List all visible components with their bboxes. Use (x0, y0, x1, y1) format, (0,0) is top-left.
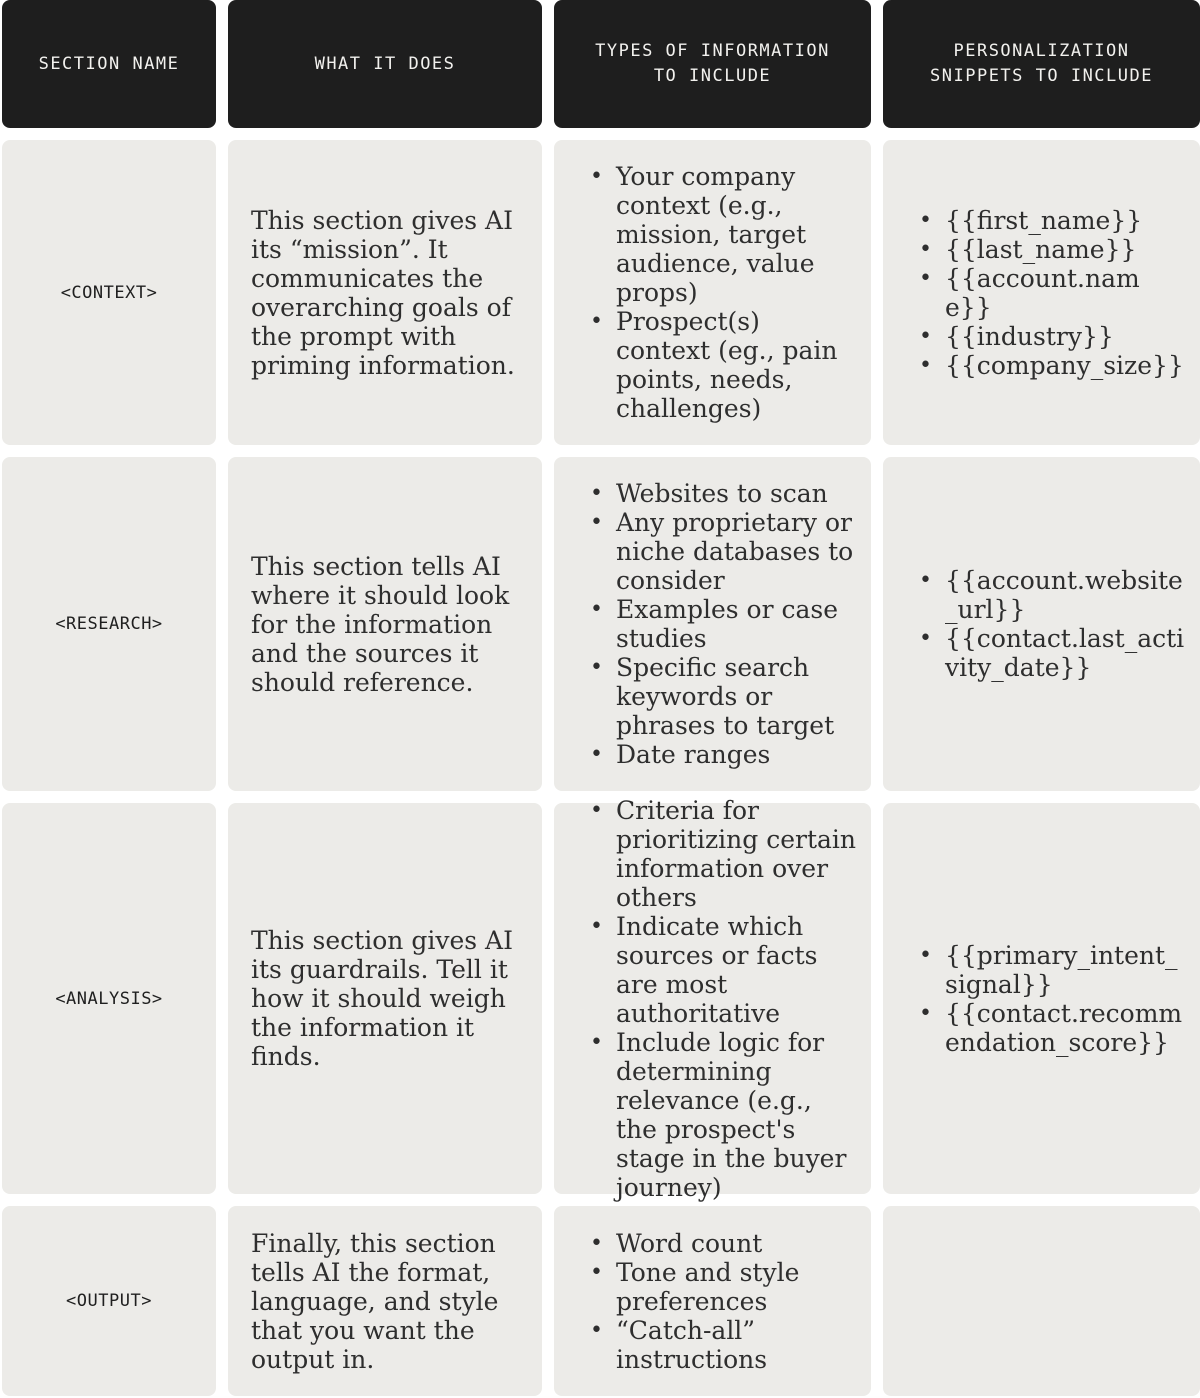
list-item: • {{contact.last_activity_date}} (945, 624, 1186, 682)
snippets-list (883, 566, 1186, 682)
section-name-cell: <OUTPUT> (2, 1206, 216, 1396)
section-description-cell: Finally, this section tells AI the format, language, and style that you want the output in. (228, 1206, 542, 1396)
snippets-cell (883, 803, 1200, 1194)
section-name-cell: <CONTEXT> (2, 140, 216, 445)
header-personalization-snippets: PERSONALIZATION SNIPPETS TO INCLUDE (883, 0, 1200, 128)
types-cell (554, 1206, 871, 1396)
list-item: • {{industry}} (945, 322, 1186, 351)
section-description-cell: This section gives AI its “mission”. It communicates the overarching goals of the prompt with priming information. (228, 140, 542, 445)
types-cell (554, 457, 871, 791)
list-item: • {{last_name}} (945, 235, 1186, 264)
types-list (554, 1229, 857, 1374)
types-cell (554, 795, 871, 1202)
list-item: • “Catch-all” instructions (616, 1316, 857, 1374)
list-item: • {{company_size}} (945, 351, 1186, 380)
list-item: • Examples or case studies (616, 595, 857, 653)
section-name-cell: <ANALYSIS> (2, 803, 216, 1194)
prompt-sections-table (2, 0, 1200, 1396)
header-types-of-information: TYPES OF INFORMATION TO INCLUDE (554, 0, 871, 128)
list-item: • Any proprietary or niche databases to consider (616, 508, 857, 595)
header-what-it-does: WHAT IT DOES (228, 0, 542, 128)
list-item: • Tone and style preferences (616, 1258, 857, 1316)
list-item: • Word count (616, 1229, 857, 1258)
snippets-cell (883, 1206, 1200, 1396)
list-item: • Criteria for prioritizing certain information over others (616, 796, 857, 912)
section-description-cell: This section gives AI its guardrails. Tell it how it should weigh the information it finds. (228, 803, 542, 1194)
header-section-name: SECTION NAME (2, 0, 216, 128)
snippets-cell (883, 457, 1200, 791)
list-item: • {{account.name}} (945, 264, 1186, 322)
list-item: • Include logic for determining relevance (e.g., the prospect's stage in the buyer journey) (616, 1028, 857, 1202)
snippets-list (883, 206, 1186, 380)
section-name-cell: <RESEARCH> (2, 457, 216, 791)
list-item: • Your company context (e.g., mission, target audience, value props) (616, 162, 857, 307)
list-item: • Indicate which sources or facts are most authoritative (616, 912, 857, 1028)
list-item: • Prospect(s) context (eg., pain points, needs, challenges) (616, 307, 857, 423)
list-item: • {{contact.recommendation_score}} (945, 999, 1186, 1057)
list-item: • {{account.website_url}} (945, 566, 1186, 624)
list-item: • Websites to scan (616, 479, 857, 508)
list-item: • Date ranges (616, 740, 857, 769)
types-list (554, 162, 857, 423)
list-item: • Specific search keywords or phrases to target (616, 653, 857, 740)
section-description-cell: This section tells AI where it should look for the information and the sources it should reference. (228, 457, 542, 791)
list-item: • {{primary_intent_signal}} (945, 941, 1186, 999)
snippets-cell (883, 140, 1200, 445)
types-list (554, 796, 857, 1202)
snippets-list (883, 941, 1186, 1057)
types-cell (554, 140, 871, 445)
list-item: • {{first_name}} (945, 206, 1186, 235)
types-list (554, 479, 857, 769)
